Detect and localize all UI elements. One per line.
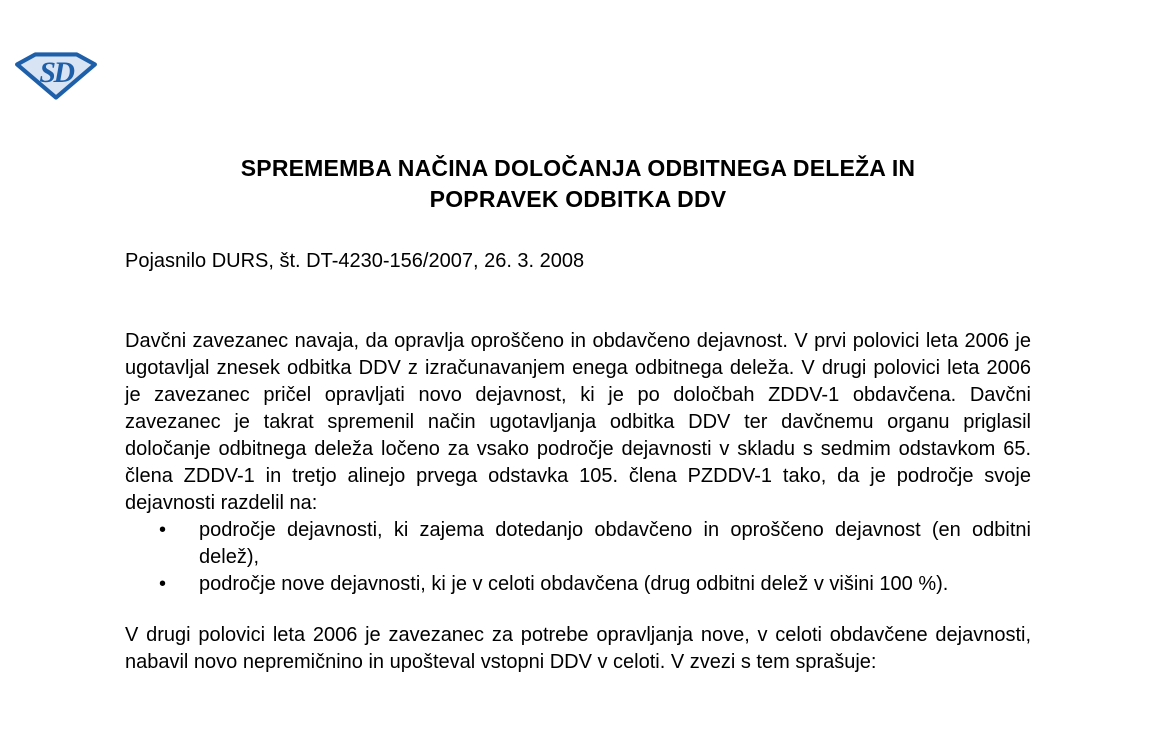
bullet-dot-icon: • bbox=[159, 519, 167, 541]
sd-logo bbox=[14, 52, 98, 100]
title-line-1: SPREMEMBA NAČINA DOLOČANJA ODBITNEGA DELEŽA IN bbox=[240, 155, 916, 181]
document-content bbox=[125, 0, 1031, 676]
document-title bbox=[125, 153, 1031, 215]
title-line-2: POPRAVEK ODBITKA DDV bbox=[429, 186, 727, 212]
paragraph-2: V drugi polovici leta 2006 je zavezanec za potrebe opravljanja nove, v celoti obdavčene dejavnosti, nabavil novo nepremičnino in upošteval vstopni DDV v celoti. V zvezi s tem sprašuje: bbox=[125, 624, 1031, 673]
bullet-item-2 bbox=[159, 571, 1031, 598]
paragraph-1: Davčni zavezanec navaja, da opravlja oproščeno in obdavčeno dejavnost. V prvi polovici leta 2006 je ugotavljal znesek odbitka DDV z izračunavanjem enega odbitnega deleža. V drugi polovici leta 2006 je zavezanec pričel opravljati novo dejavnost, ki je po določbah ZDDV-1 obdavčena. Davčni zavezanec je takrat spremenil način ugotavljanja odbitka DDV ter davčnemu organu priglasil določanje odbitnega deleža ločeno za vsako področje dejavnosti v skladu s sedmim odstavkom 65. člena ZDDV-1 in tretjo alinejo prvega odstavka 105. člena PZDDV-1 tako, da je področje svoje dejavnosti razdelil na: bbox=[125, 330, 1031, 514]
bullet-dot-icon: • bbox=[159, 573, 167, 595]
bullet-list bbox=[125, 517, 1031, 598]
bullet-item-2-text: področje nove dejavnosti, ki je v celoti obdavčena (drug odbitni delež v višini 100 %). bbox=[199, 573, 949, 595]
logo-letters: SD bbox=[39, 55, 73, 89]
bullet-item-1-text: področje dejavnosti, ki zajema dotedanjo obdavčeno in oproščeno dejavnost (en odbitni delež), bbox=[199, 519, 1031, 568]
document-subtitle: Pojasnilo DURS, št. DT-4230-156/2007, 26. 3. 2008 bbox=[125, 250, 585, 272]
bullet-item-1 bbox=[159, 517, 1031, 571]
sd-logo-icon bbox=[14, 52, 98, 100]
